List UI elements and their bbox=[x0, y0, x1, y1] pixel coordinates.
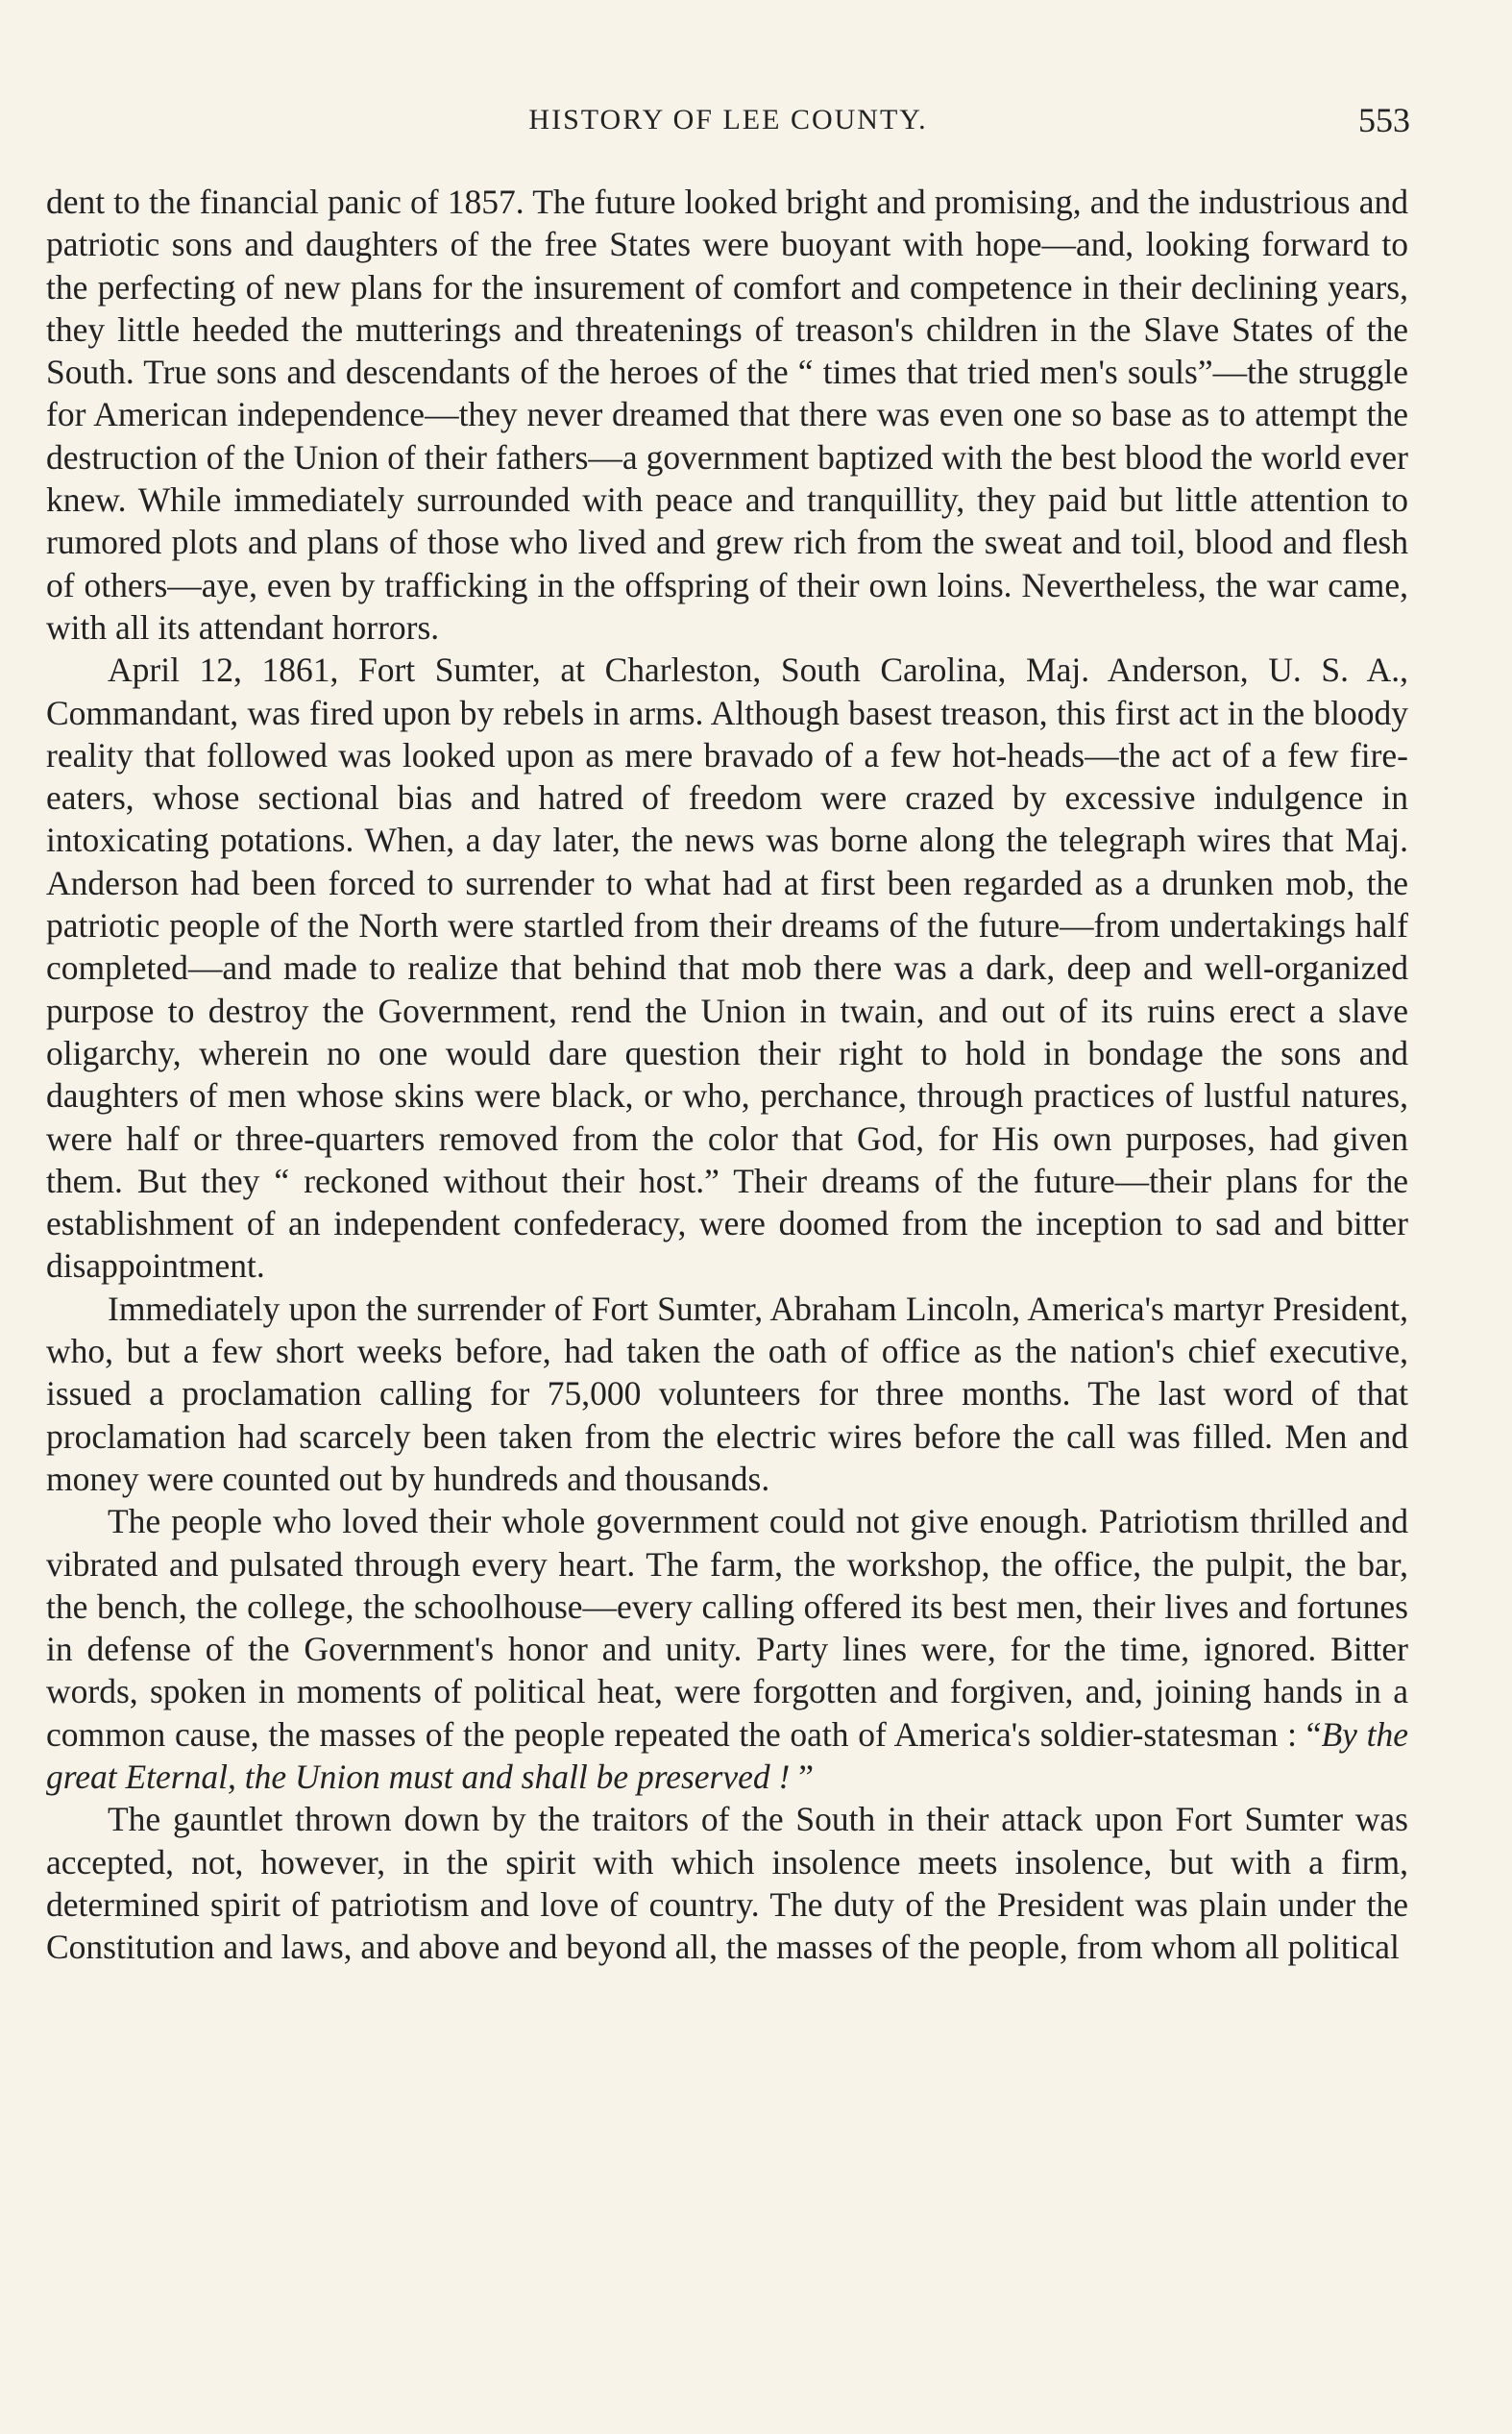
paragraph-2: April 12, 1861, Fort Sumter, at Charleston, South Carolina, Maj. Anderson, U. S. A., Commandant, was fired upon by rebels in arms. Although basest treason, this first act in the bloody reality that followed was looked upon as mere bravado of a few hot-heads—the act of a few fire-eaters, whose sectional bias and hatred of freedom were crazed by excessive indulgence in intoxicating potations. When, a day later, the news was borne along the telegraph wires that Maj. Anderson had been forced to surrender to what had at first been regarded as a drunken mob, the patriotic people of the North were startled from their dreams of the future—from undertakings half completed—and made to realize that behind that mob there was a dark, deep and well-organized purpose to destroy the Government, rend the Union in twain, and out of its ruins erect a slave oligarchy, wherein no one would dare question their right to hold in bondage the sons and daughters of men whose skins were black, or who, perchance, through practices of lustful natures, were half or three-quarters removed from the color that God, for His own purposes, had given them. But they “ reckoned without their host.” Their dreams of the future—their plans for the establishment of an independent confederacy, were doomed from the inception to sad and bitter disappointment. bbox=[46, 651, 1408, 1286]
paragraph-5: The gauntlet thrown down by the traitors of the South in their attack upon Fort Sumter was accepted, not, however, in the spirit with which insolence meets insolence, but with a firm, determined spirit of patriotism and love of country. The duty of the President was plain under the Constitution and laws, and above and beyond all, the masses of the people, from whom all political bbox=[46, 1800, 1408, 1967]
paragraph-4 bbox=[46, 1500, 1408, 1798]
page-number: 553 bbox=[1358, 101, 1410, 139]
paragraph-1: dent to the financial panic of 1857. The future looked bright and promising, and the industrious and patriotic sons and daughters of the free States were buoyant with hope—and, looking forward to the perfecting of new plans for the insurement of comfort and competence in their declining years, they little heeded the mutterings and threatenings of treason's children in the Slave States of the South. True sons and descendants of the heroes of the “ times that tried men's souls”—the struggle for American independence—they never dreamed that there was even one so base as to attempt the destruction of the Union of their fathers—a government baptized with the best blood the world ever knew. While immediately surrounded with peace and tranquillity, they paid but little attention to rumored plots and plans of those who lived and grew rich from the sweat and toil, blood and flesh of others—aye, even by trafficking in the offspring of their own loins. Nevertheless, the war came, with all its attendant horrors. bbox=[46, 183, 1408, 647]
paragraph-4-text: The people who loved their whole government could not give enough. Patriotism thrilled and vibrated and pulsated through every heart. The farm, the workshop, the office, the pulpit, the bar, the bench, the college, the schoolhouse—every calling offered its best men, their lives and fortunes in defense of the Government's honor and unity. Party lines were, for the time, ignored. Bitter words, spoken in moments of political heat, were forgotten and forgiven, and, joining hands in a common cause, the masses of the people repeated the oath of America's soldier-statesman : “ bbox=[46, 1502, 1408, 1754]
paragraph-3: Immediately upon the surrender of Fort Sumter, Abraham Lincoln, America's martyr President, who, but a few short weeks before, had taken the oath of office as the nation's chief executive, issued a proclamation calling for 75,000 volunteers for three months. The last word of that proclamation had scarcely been taken from the electric wires before the call was filled. Men and money were counted out by hundreds and thousands. bbox=[46, 1289, 1408, 1498]
paragraph-4-tail: ” bbox=[790, 1757, 814, 1796]
jackson-quote: By the great Eternal, the Union must and shall be preserved ! bbox=[46, 1714, 1408, 1796]
body-text bbox=[46, 181, 1408, 1968]
page-header bbox=[46, 96, 1410, 154]
running-head: HISTORY OF LEE COUNTY. bbox=[528, 104, 928, 135]
